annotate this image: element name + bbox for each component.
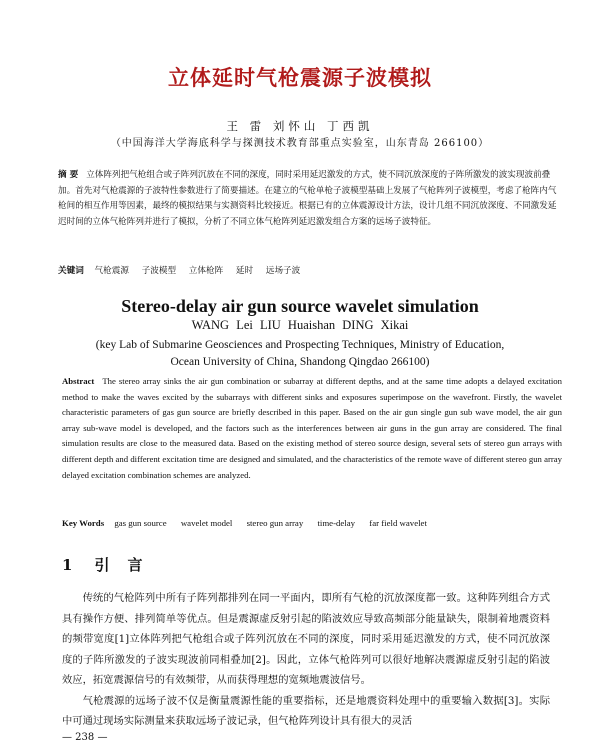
body-paragraph: 传统的气枪阵列中所有子阵列都排列在同一平面内，即所有气枪的沉放深度都一致。这种阵列组合方式具有操作方便、排列简单等优点。但是震源虚反射引起的陷波效应导致高频部分能量缺失，限制着地震资料的频带宽度[1]立体阵列把气枪组合或子阵列沉放在不同的深度，同时采用延迟激发的方式，使不同沉放深度的子阵所激发的子波实现波前同相叠加[2]。因此，立体气枪阵列可以很好地解决震源虚反射引起的陷波效应，拓宽震源信号的有效频带，从而获得理想的宽频地震波信号。 [62, 592, 550, 686]
chinese-keyword: 立体枪阵 [188, 266, 224, 276]
page-number: — 238 — [62, 732, 108, 743]
chinese-keyword: 延时 [235, 266, 254, 276]
english-keywords-label: Key Words [62, 518, 105, 528]
section-number: 1 [62, 556, 73, 574]
chinese-keyword: 远场子波 [265, 266, 301, 276]
english-affiliation [0, 337, 600, 371]
chinese-abstract-label: 摘 要 [58, 170, 79, 180]
english-keyword: far field wavelet [369, 518, 427, 528]
chinese-authors: 王 雷 刘怀山 丁西凯 [226, 119, 374, 133]
chinese-affiliation: （中国海洋大学海底科学与探测技术教育部重点实验室，山东青岛 266100） [110, 138, 490, 149]
english-affiliation-line: Ocean University of China, Shandong Qingdao 266100) [170, 356, 430, 368]
english-affiliation-line: (key Lab of Submarine Geosciences and Prospecting Techniques, Ministry of Education, [95, 339, 505, 351]
section-heading [62, 554, 160, 575]
english-title: Stereo-delay air gun source wavelet simulation [121, 296, 479, 316]
english-keyword: wavelet model [180, 518, 233, 528]
body-paragraph: 气枪震源的远场子波不仅是衡量震源性能的重要指标，还是地震资料处理中的重要输入数据[3]。实际中可通过现场实际测量来获取远场子波记录，但气枪阵列设计具有很大的灵活 [62, 694, 550, 727]
chinese-abstract [58, 168, 558, 231]
chinese-abstract-text: 立体阵列把气枪组合或子阵列沉放在不同的深度，同时采用延迟激发的方式，使不同沉放深度的子阵所激发的波实现波前叠加。首先对气枪震源的子波特性参数进行了简要描述。在建立的气枪单枪子波模型基础上发展了气枪阵列子波模型，考虑了枪阵内气枪间的相互作用等因素，最终的模拟结果与实测资料比较接近。根据已有的立体震源设计方法，设计几组不同沉放深度、不同激发延迟时间的立体气枪阵列并进行了模拟，分析了不同立体气枪阵列延迟激发组合方案的远场子波特征。 [58, 170, 557, 228]
chinese-title: 立体延时气枪震源子波模拟 [168, 65, 432, 90]
chinese-keyword: 子波模型 [141, 266, 177, 276]
english-abstract-text: The stereo array sinks the air gun combination or subarray at different depths, and at the same time adopts a delayed excitation method to make the waves excited by the subarrays with different sinks and exposures superimpose on the wavefront. Firstly, the wavelet characteristic parameters of gas gun source are briefly described in this paper. Based on the air gun single gun sub wave model, the air gun array sub-wave model is developed, and the factors such as the interferences between air guns in the gun array are considered. The final simulation results are close to the measured data. Based on the existing method of stereo source design, several sets of stereo gun arrays with different depth and different excitation time are designed and simulated, and the characteristics of the remote wave of different stereo gun array delayed excitation combination schemes are analyzed. [62, 376, 562, 480]
english-keyword: stereo gun array [246, 518, 304, 528]
chinese-keywords [58, 264, 558, 276]
english-abstract [62, 374, 562, 483]
chinese-keywords-label: 关键词 [58, 266, 84, 276]
chinese-keyword: 气枪震源 [94, 266, 129, 276]
body-text [62, 588, 550, 732]
english-keyword: gas gun source [114, 518, 167, 528]
english-keywords [62, 518, 562, 528]
section-title: 引言 [94, 556, 161, 574]
english-authors: WANG Lei LIU Huaishan DING Xikai [191, 318, 409, 332]
english-keyword: time-delay [317, 518, 356, 528]
english-abstract-label: Abstract [62, 376, 95, 386]
